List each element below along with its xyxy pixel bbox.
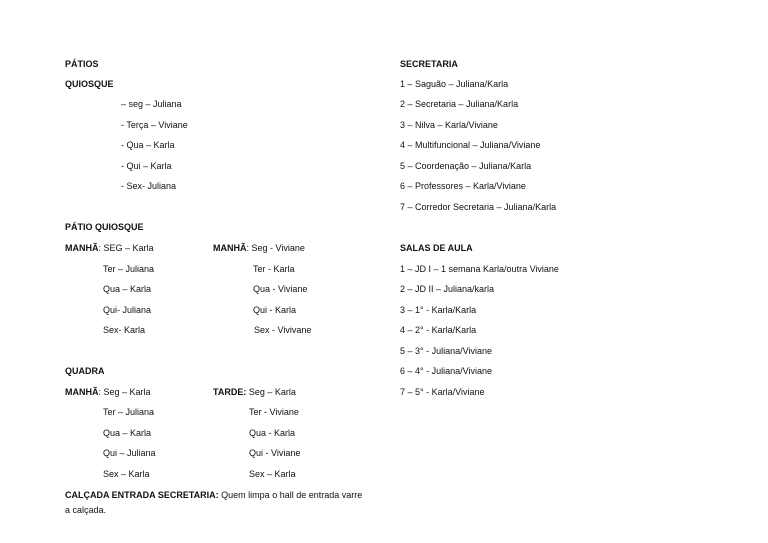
qd-col1-first-row [65,387,151,398]
salas-item: 7 – 5° - Karla/Viviane [400,387,485,397]
qd-col2-label: TARDE: [213,387,247,397]
qd-col1-first: : Seg – Karla [98,387,151,397]
quiosque-item: – seg – Juliana [121,99,182,109]
salas-item: 1 – JD I – 1 semana Karla/outra Viviane [400,264,559,274]
pq-col1-first-row [65,243,154,254]
secretaria-item: 6 – Professores – Karla/Viviane [400,181,526,191]
quiosque-item: - Terça – Viviane [121,120,188,130]
secretaria-title: SECRETARIA [400,59,458,69]
qd-col1-row: Qui – Juliana [103,448,156,458]
qd-col2-row: Sex – Karla [249,469,296,479]
qd-col2-row: Qua - Karla [249,428,296,438]
pq-col2-first-row [213,243,305,254]
pq-col1-label: MANHÃ [65,243,99,253]
salas-item: 3 – 1° - Karla/Karla [400,305,477,315]
secretaria-item: 5 – Coordenação – Juliana/Karla [400,161,532,171]
calcada-text: Quem limpa o hall de entrada varre a calçada. [65,490,363,515]
pq-col1-first: : SEG – Karla [98,243,154,253]
qd-col1-label: MANHÃ [65,387,99,397]
salas-item: 5 – 3° - Juliana/Viviane [400,346,492,356]
salas-title: SALAS DE AULA [400,243,473,253]
qd-col2-row: Ter - Viviane [249,407,299,417]
secretaria-item: 7 – Corredor Secretaria – Juliana/Karla [400,202,557,212]
patios-title: PÁTIOS [65,59,99,69]
secretaria-item: 3 – Nilva – Karla/Viviane [400,120,498,130]
secretaria-item: 2 – Secretaria – Juliana/Karla [400,99,519,109]
pq-col2-row: Sex - Vivivane [254,325,312,335]
quiosque-item: - Qui – Karla [121,161,172,171]
qd-col1-row: Qua – Karla [103,428,152,438]
pq-col2-first: : Seg - Viviane [246,243,305,253]
pq-col2-label: MANHÃ [213,243,247,253]
salas-item: 4 – 2° - Karla/Karla [400,325,477,335]
pq-col2-row: Qua - Viviane [253,284,308,294]
salas-item: 2 – JD II – Juliana/karla [400,284,495,294]
quiosque-item: - Qua – Karla [121,140,175,150]
quadra-title: QUADRA [65,366,105,376]
pq-col1-row: Qua – Karla [103,284,152,294]
quiosque-item: - Sex- Juliana [121,181,177,191]
pq-col1-row: Ter – Juliana [103,264,155,274]
pq-col2-row: Qui - Karla [253,305,297,315]
qd-col2-first: Seg – Karla [246,387,296,397]
calcada-note [65,488,365,518]
pq-col1-row: Sex- Karla [103,325,146,335]
salas-item: 6 – 4° - Juliana/Viviane [400,366,492,376]
secretaria-item: 4 – Multifuncional – Juliana/Viviane [400,140,541,150]
pq-col2-row: Ter - Karla [253,264,295,274]
pq-col1-row: Qui- Juliana [103,305,152,315]
qd-col1-row: Ter – Juliana [103,407,155,417]
secretaria-item: 1 – Saguão – Juliana/Karla [400,79,509,89]
patio-quiosque-title: PÁTIO QUIOSQUE [65,222,144,232]
qd-col2-first-row [213,387,296,398]
calcada-label: CALÇADA ENTRADA SECRETARIA: [65,490,219,500]
qd-col1-row: Sex – Karla [103,469,150,479]
quiosque-title: QUIOSQUE [65,79,114,89]
qd-col2-row: Qui - Viviane [249,448,301,458]
